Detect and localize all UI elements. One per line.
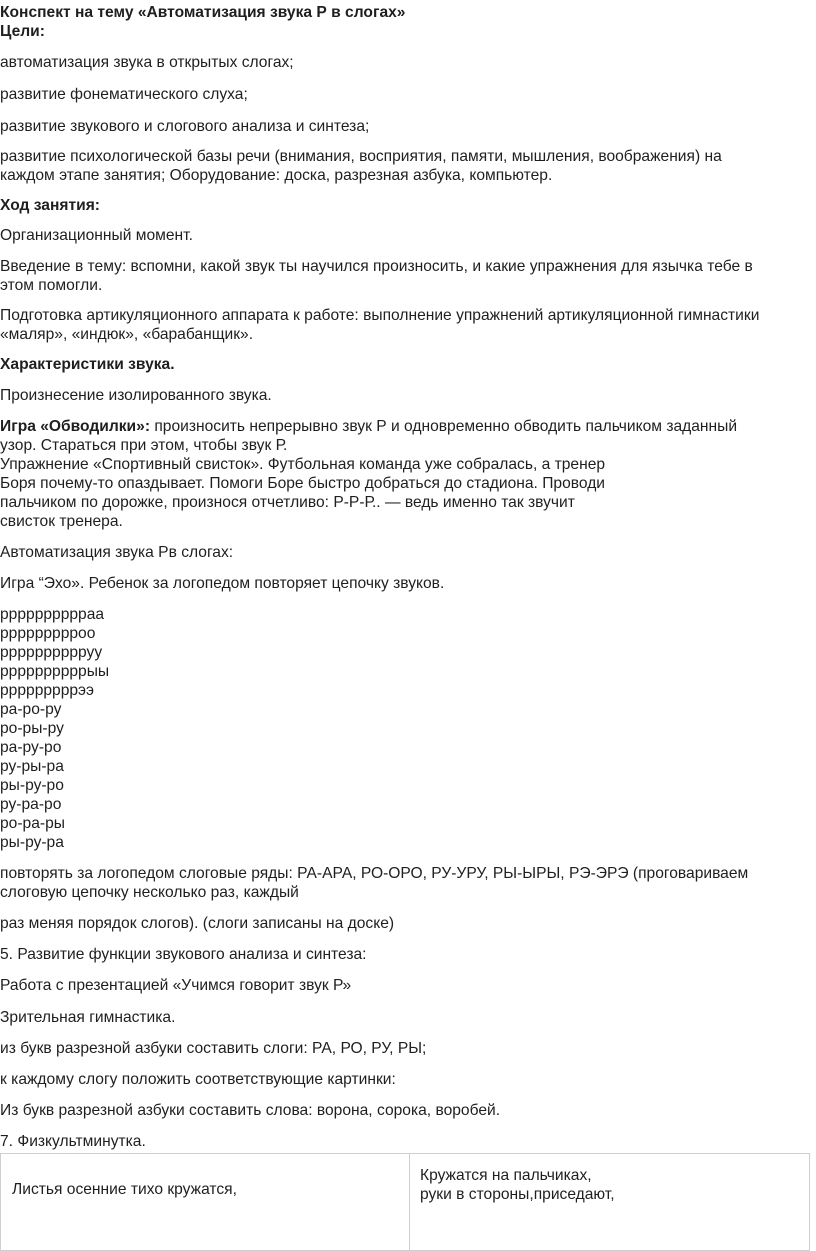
- paragraph: Подготовка артикуляционного аппарата к работе: выполнение упражнений артикуляционной гимнастики: [0, 307, 760, 324]
- game-text: узор. Стараться при этом, чтобы звук Р.: [0, 437, 288, 454]
- syllable-line: рррррррррраа: [0, 606, 105, 623]
- syllable-line: ро-ры-ру: [0, 720, 64, 737]
- goal-item: автоматизация звука в открытых слогах;: [0, 54, 294, 71]
- table-cell-text: руки в стороны,приседают,: [420, 1186, 615, 1203]
- paragraph: Работа с презентацией «Учимся говорит звук Р»: [0, 977, 352, 994]
- exercise-table: [0, 1153, 810, 1251]
- paragraph: раз меняя порядок слогов). (слоги записаны на доске): [0, 915, 395, 932]
- paragraph: Из букв разрезной азбуки составить слова: ворона, сорока, воробей.: [0, 1102, 501, 1119]
- syllable-line: ры-ру-ро: [0, 777, 64, 794]
- course-heading: Ход занятия:: [0, 197, 100, 214]
- paragraph: 5. Развитие функции звукового анализа и синтеза:: [0, 946, 367, 963]
- table-cell-text: Листья осенние тихо кружатся,: [12, 1181, 237, 1198]
- table-cell-text: Кружатся на пальчиках,: [420, 1167, 592, 1184]
- game-text: свисток тренера.: [0, 513, 123, 530]
- paragraph: 7. Физкультминутка.: [0, 1133, 146, 1150]
- paragraph: повторять за логопедом слоговые ряды: РА-АРА, РО-ОРО, РУ-УРУ, РЫ-ЫРЫ, РЭ-ЭРЭ (проговариваем: [0, 865, 749, 882]
- goals-heading: Цели:: [0, 23, 45, 40]
- paragraph: Произнесение изолированного звука.: [0, 387, 272, 404]
- syllable-line: ррррррррррыы: [0, 663, 110, 680]
- goal-item: развитие фонематического слуха;: [0, 86, 248, 103]
- doc-title: Конспект на тему «Автоматизация звука Р в слогах»: [0, 4, 406, 21]
- syllable-line: ру-ры-ра: [0, 758, 64, 775]
- game-paragraph: [0, 417, 737, 436]
- syllable-line: ры-ру-ра: [0, 834, 64, 851]
- goal-item: развитие звукового и слогового анализа и синтеза;: [0, 118, 370, 135]
- paragraph: этом помогли.: [0, 277, 103, 294]
- characteristics-heading: Характеристики звука.: [0, 356, 175, 373]
- table-cell-right: [410, 1154, 810, 1251]
- table-row: [1, 1154, 810, 1251]
- game-text: Боря почему-то опаздывает. Помоги Боре быстро добраться до стадиона. Проводи: [0, 475, 606, 492]
- game-text: произносить непрерывно звук Р и одновременно обводить пальчиком заданный: [150, 418, 738, 435]
- paragraph: к каждому слогу положить соответствующие картинки:: [0, 1071, 396, 1088]
- syllable-line: ра-ро-ру: [0, 701, 62, 718]
- paragraph: Игра “Эхо». Ребенок за логопедом повторяет цепочку звуков.: [0, 575, 445, 592]
- syllable-line: ро-ра-ры: [0, 815, 65, 832]
- paragraph: Организационный момент.: [0, 227, 193, 244]
- table-cell-left: [1, 1154, 410, 1251]
- syllable-line: ррррррррроо: [0, 625, 96, 642]
- goal-item: каждом этапе занятия; Оборудование: доска, разрезная азбука, компьютер.: [0, 167, 553, 184]
- syllable-line: рррррррррээ: [0, 682, 94, 699]
- paragraph: Зрительная гимнастика.: [0, 1009, 176, 1026]
- game-title: Игра «Обводилки»:: [0, 418, 151, 435]
- paragraph: из букв разрезной азбуки составить слоги: РА, РО, РУ, РЫ;: [0, 1040, 427, 1057]
- game-text: Упражнение «Спортивный свисток». Футбольная команда уже собралась, а тренер: [0, 456, 606, 473]
- paragraph: слоговую цепочку несколько раз, каждый: [0, 884, 299, 901]
- syllable-line: ра-ру-ро: [0, 739, 62, 756]
- paragraph: Введение в тему: вспомни, какой звук ты научился произносить, и какие упражнения для язычка тебе в: [0, 258, 753, 275]
- game-text: пальчиком по дорожке, произнося отчетливо: Р-Р-Р.. — ведь именно так звучит: [0, 494, 575, 511]
- paragraph: «маляр», «индюк», «барабанщик».: [0, 326, 254, 343]
- goal-item: развитие психологической базы речи (внимания, восприятия, памяти, мышления, воображения) на: [0, 148, 722, 165]
- syllable-line: ру-ра-ро: [0, 796, 62, 813]
- syllable-line: рррррррррруу: [0, 644, 103, 661]
- paragraph: Автоматизация звука Рв слогах:: [0, 544, 234, 561]
